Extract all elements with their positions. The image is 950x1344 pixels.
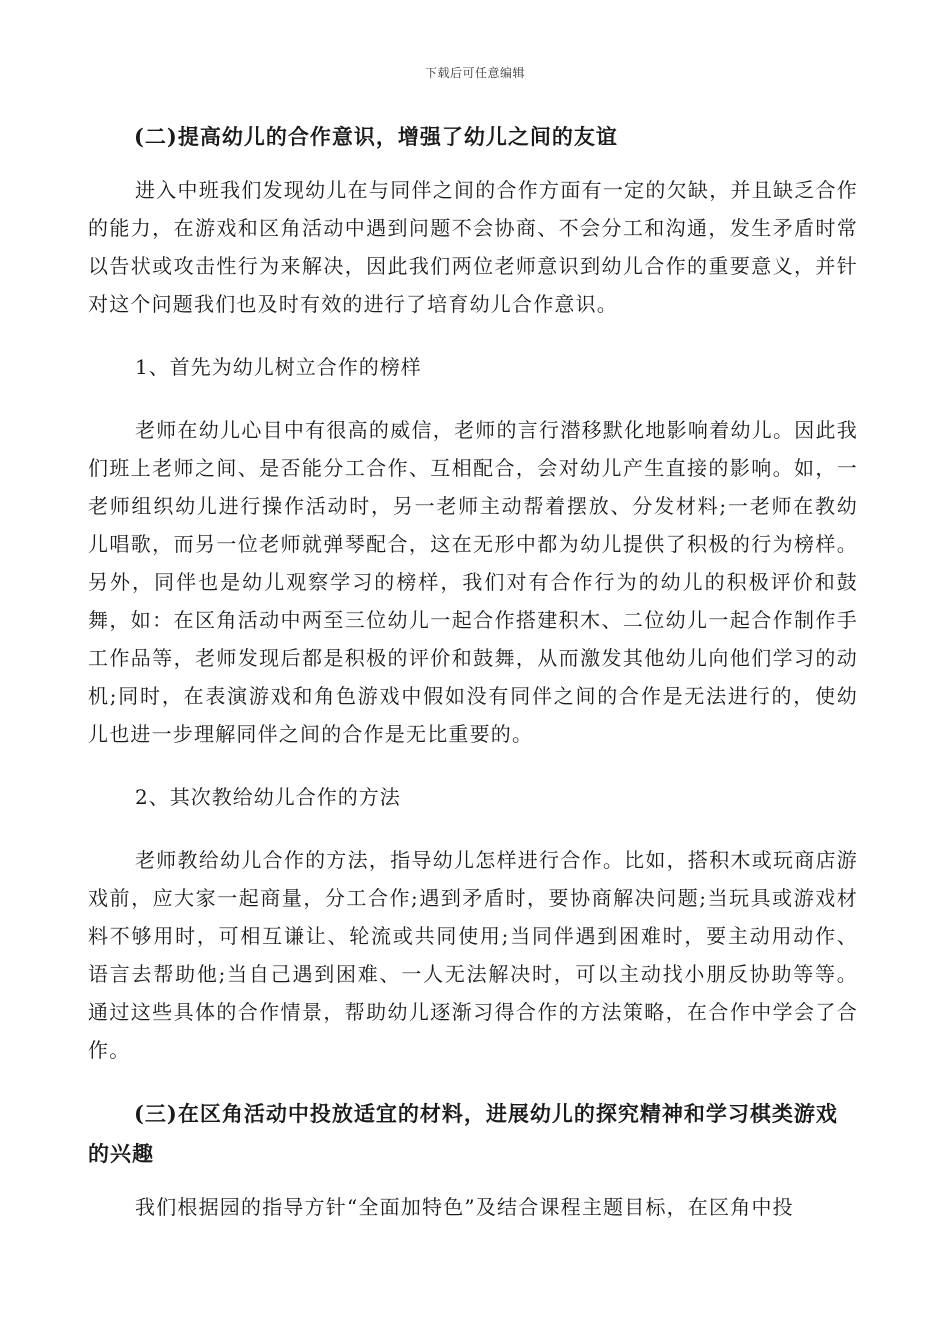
header-note: 下载后可任意编辑 [424, 66, 525, 80]
section-heading-2: (二)提高幼儿的合作意识，增强了幼儿之间的友谊 [134, 124, 618, 149]
subsection-title-2: 2、其次教给幼儿合作的方法 [135, 785, 401, 809]
subsection-1-paragraph: 老师在幼儿心目中有很高的威信，老师的言行潜移默化地影响着幼儿。因此我们班上老师之间、是否能分工合作、互相配合，会对幼儿产生直接的影响。如，一老师组织幼儿进行操作活动时，另一老师主动帮着摆放、分发材料;一老师在教幼儿唱歌，而另一位老师就弹琴配合，这在无形中都为幼儿提供了积极的行为榜样。另外，同伴也是幼儿观察学习的榜样，我们对有合作行为的幼儿的积极评价和鼓舞，如：在区角活动中两至三位幼儿一起合作搭建积木、二位幼儿一起合作制作手工作品等，老师发现后都是积极的评价和鼓舞，从而激发其他幼儿向他们学习的动机;同时，在表演游戏和角色游戏中假如没有同伴之间的合作是无法进行的，使幼儿也进一步理解同伴之间的合作是无比重要的。 [88, 418, 858, 746]
document-body [88, 117, 858, 1251]
subsection-2-paragraph: 老师教给幼儿合作的方法，指导幼儿怎样进行合作。比如，搭积木或玩商店游戏前，应大家一起商量，分工合作;遇到矛盾时，要协商解决问题;当玩具或游戏材料不够用时，可相互谦让、轮流或共同使用;当同伴遇到困难时，要主动用动作、语言去帮助他;当自己遇到困难、一人无法解决时，可以主动找小朋反协助等等。通过这些具体的合作情景，帮助幼儿逐渐习得合作的方法策略，在合作中学会了合作。 [88, 848, 858, 1062]
section-heading-3: (三)在区角活动中投放适宜的材料，进展幼儿的探究精神和学习棋类游戏的兴趣 [88, 1101, 838, 1166]
section-3-intro-paragraph: 我们根据园的指导方针“全面加特色”及结合课程主题目标，在区角中投 [135, 1195, 794, 1219]
subsection-title-1: 1、首先为幼儿树立合作的榜样 [135, 355, 422, 379]
section-2-intro-paragraph: 进入中班我们发现幼儿在与同伴之间的合作方面有一定的欠缺，并且缺乏合作的能力，在游戏和区角活动中遇到问题不会协商、不会分工和沟通，发生矛盾时常以告状或攻击性行为来解决，因此我们两位老师意识到幼儿合作的重要意义，并针对这个问题我们也及时有效的进行了培育幼儿合作意识。 [88, 178, 858, 316]
